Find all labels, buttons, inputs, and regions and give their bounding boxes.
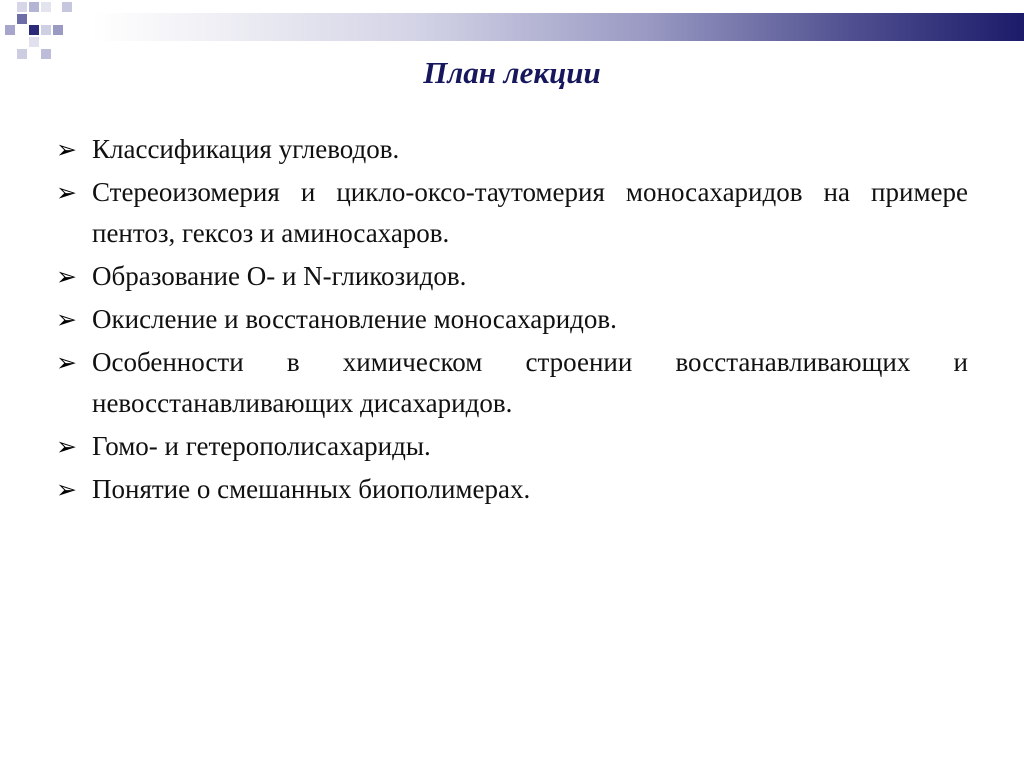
arrow-bullet-icon: ➢	[56, 135, 77, 164]
decorative-squares	[0, 0, 80, 60]
list-item-text: Понятие о смешанных биополимерах.	[92, 474, 531, 504]
arrow-bullet-icon: ➢	[56, 262, 77, 291]
list-item	[56, 469, 968, 510]
list-item-text: Окисление и восстановление моносахаридов.	[92, 304, 617, 334]
list-item	[56, 342, 968, 424]
arrow-bullet-icon: ➢	[56, 475, 77, 504]
list-item	[56, 299, 968, 340]
arrow-bullet-icon: ➢	[56, 348, 77, 377]
list-item	[56, 426, 968, 467]
list-item-text: Стереоизомерия и цикло-оксо-таутомерия моносахаридов на примере пентоз, гексоз и аминосахаров.	[92, 177, 968, 248]
arrow-bullet-icon: ➢	[56, 432, 77, 461]
arrow-bullet-icon: ➢	[56, 305, 77, 334]
list-item-text: Особенности в химическом строении восстанавливающих и невосстанавливающих дисахаридов.	[92, 347, 968, 418]
arrow-bullet-icon: ➢	[56, 178, 77, 207]
list-item	[56, 172, 968, 254]
list-item	[56, 129, 968, 170]
list-item-text: Классификация углеводов.	[92, 134, 400, 164]
list-item-text: Гомо- и гетерополисахариды.	[92, 431, 431, 461]
list-item-text: Образование О- и N-гликозидов.	[92, 261, 467, 291]
list-item	[56, 256, 968, 297]
slide-title: План лекции	[423, 55, 601, 90]
topic-list	[56, 129, 968, 512]
header-gradient-bar	[92, 13, 1024, 41]
